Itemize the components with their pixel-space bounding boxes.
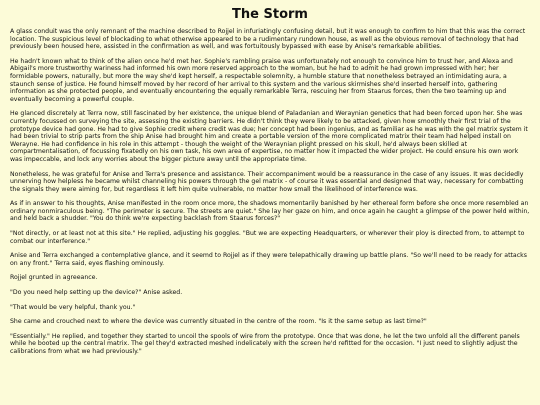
story-paragraph: Rojjel grunted in agreeance. [10, 274, 98, 282]
story-paragraph: He hadn't known what to think of the alien once he'd met her. Sophie's rambling praise was unfortunately not enough to convince him to trust her, and Alexa and Abigail's more trustworthy wariness had informed his own more reserved approach to the woman, but he had to admit he had grown impressed with her; her formidable powers, naturally, but more the way she'd kept herself, a respectable solemnity, a humble stature that nonetheless betrayed an intimidating aura, a staunch sense of justice. He found himself moved by her record of her arrival to this system and the various skirmishes she'd inserted herself into, gathering information as she protected people, and eventually encountering the equally remarkable Terra, rescuing her from Staarus forces, then the two teaming up and eventually becoming a powerful couple. [10, 57, 513, 103]
story-paragraph: He glanced discretely at Terra now, still fascinated by her existence, the unique blend of Paladanian and Weraynian genetics that had been forced upon her. She was currently focussed on surveying the site, assessing the existing barriers. He didn't think they were likely to be attacked, given how smoothly their first trial of the prototype device had gone. He had to give Sophie credit where credit was due; her concept had been ingenius, and as familiar as he was with the gel matrix system it had been trivial to strip parts from the ship Anise had brought him and create a portable version of the more complicated matrix their team had helped install on Werayne. He had confidence in his role in this attempt - though the weight of the Weraynian plight pressed on his skull, he'd always been skilled at compartmentalisation, of focussing fixatedly on his own task, his own area of expertise, no matter how it impacted the wider project. He could ensure his own work was impeccable, and lock any worries about the bigger picture away until the appropriate time. [10, 110, 528, 163]
story-paragraph: "That would be very helpful, thank you." [10, 303, 136, 311]
story-paragraph: Anise and Terra exchanged a contemplative glance, and it seemd to Rojjel as if they were telepathically drawing up battle plans. "So we'll need to be ready for attacks on any front." Terra said, eyes flashing ominously. [10, 252, 527, 267]
story-paragraph: She came and crouched next to where the device was currently situated in the centre of the room. "Is it the same setup as last time?" [10, 318, 427, 326]
story-paragraph: Nonetheless, he was grateful for Anise and Terra's presence and assistance. Their accompaniment would be a reassurance in the case of any issues. It was decidedly unnerving how helpless he became whilst channeling his powers through the gel matrix - of course it was essential and designed that way, necessary for combatting the signals they were aiming for, but regardless it left him quite vulnerable, no matter how small the likelihood of interference was. [10, 170, 524, 193]
story-paragraph: "Do you need help setting up the device?" Anise asked. [10, 289, 183, 297]
story-paragraph: "Not directly, or at least not at this site." He replied, adjusting his goggles. "But we are expecting Headquarters, or wherever their ploy is directed from, to attempt to combat our interference." [10, 230, 525, 245]
story-paragraph: "Essentially." He replied, and together they started to uncoil the spools of wire from the prototype. Once that was done, he let the two unfold all the different panels while he booted up the central matrix. The gel they'd extracted meshed indelicately with the screen he'd refitted for the occasion. "I just need to slightly adjust the calibrations from what we had previously." [10, 332, 520, 355]
story-paragraph: As if in answer to his thoughts, Anise manifested in the room once more, the shadows momentarily banished by her ethereal form before she once more resembled an ordinary nonmiraculous being. "The perimeter is secure. The streets are quiet." She lay her gaze on him, and once again he caught a glimpse of the power held within, and held back a shudder. "You do think we're expecting backlash from Staarus forces?" [10, 200, 530, 223]
page-title: The Storm [232, 7, 308, 22]
story-paragraph: A glass conduit was the only remnant of the machine described to Rojjel in infuriatingly confusing detail, but it was enough to confirm to him that this was the correct location. The suspicious level of blockading to what otherwise appeared to be a rudimentary rundown house, as well as the obvious removal of technology that had previously been housed here, assisted in the confirmation as well, and was fortuitously bypassed with ease by Anise's remarkable abilities. [10, 28, 526, 51]
